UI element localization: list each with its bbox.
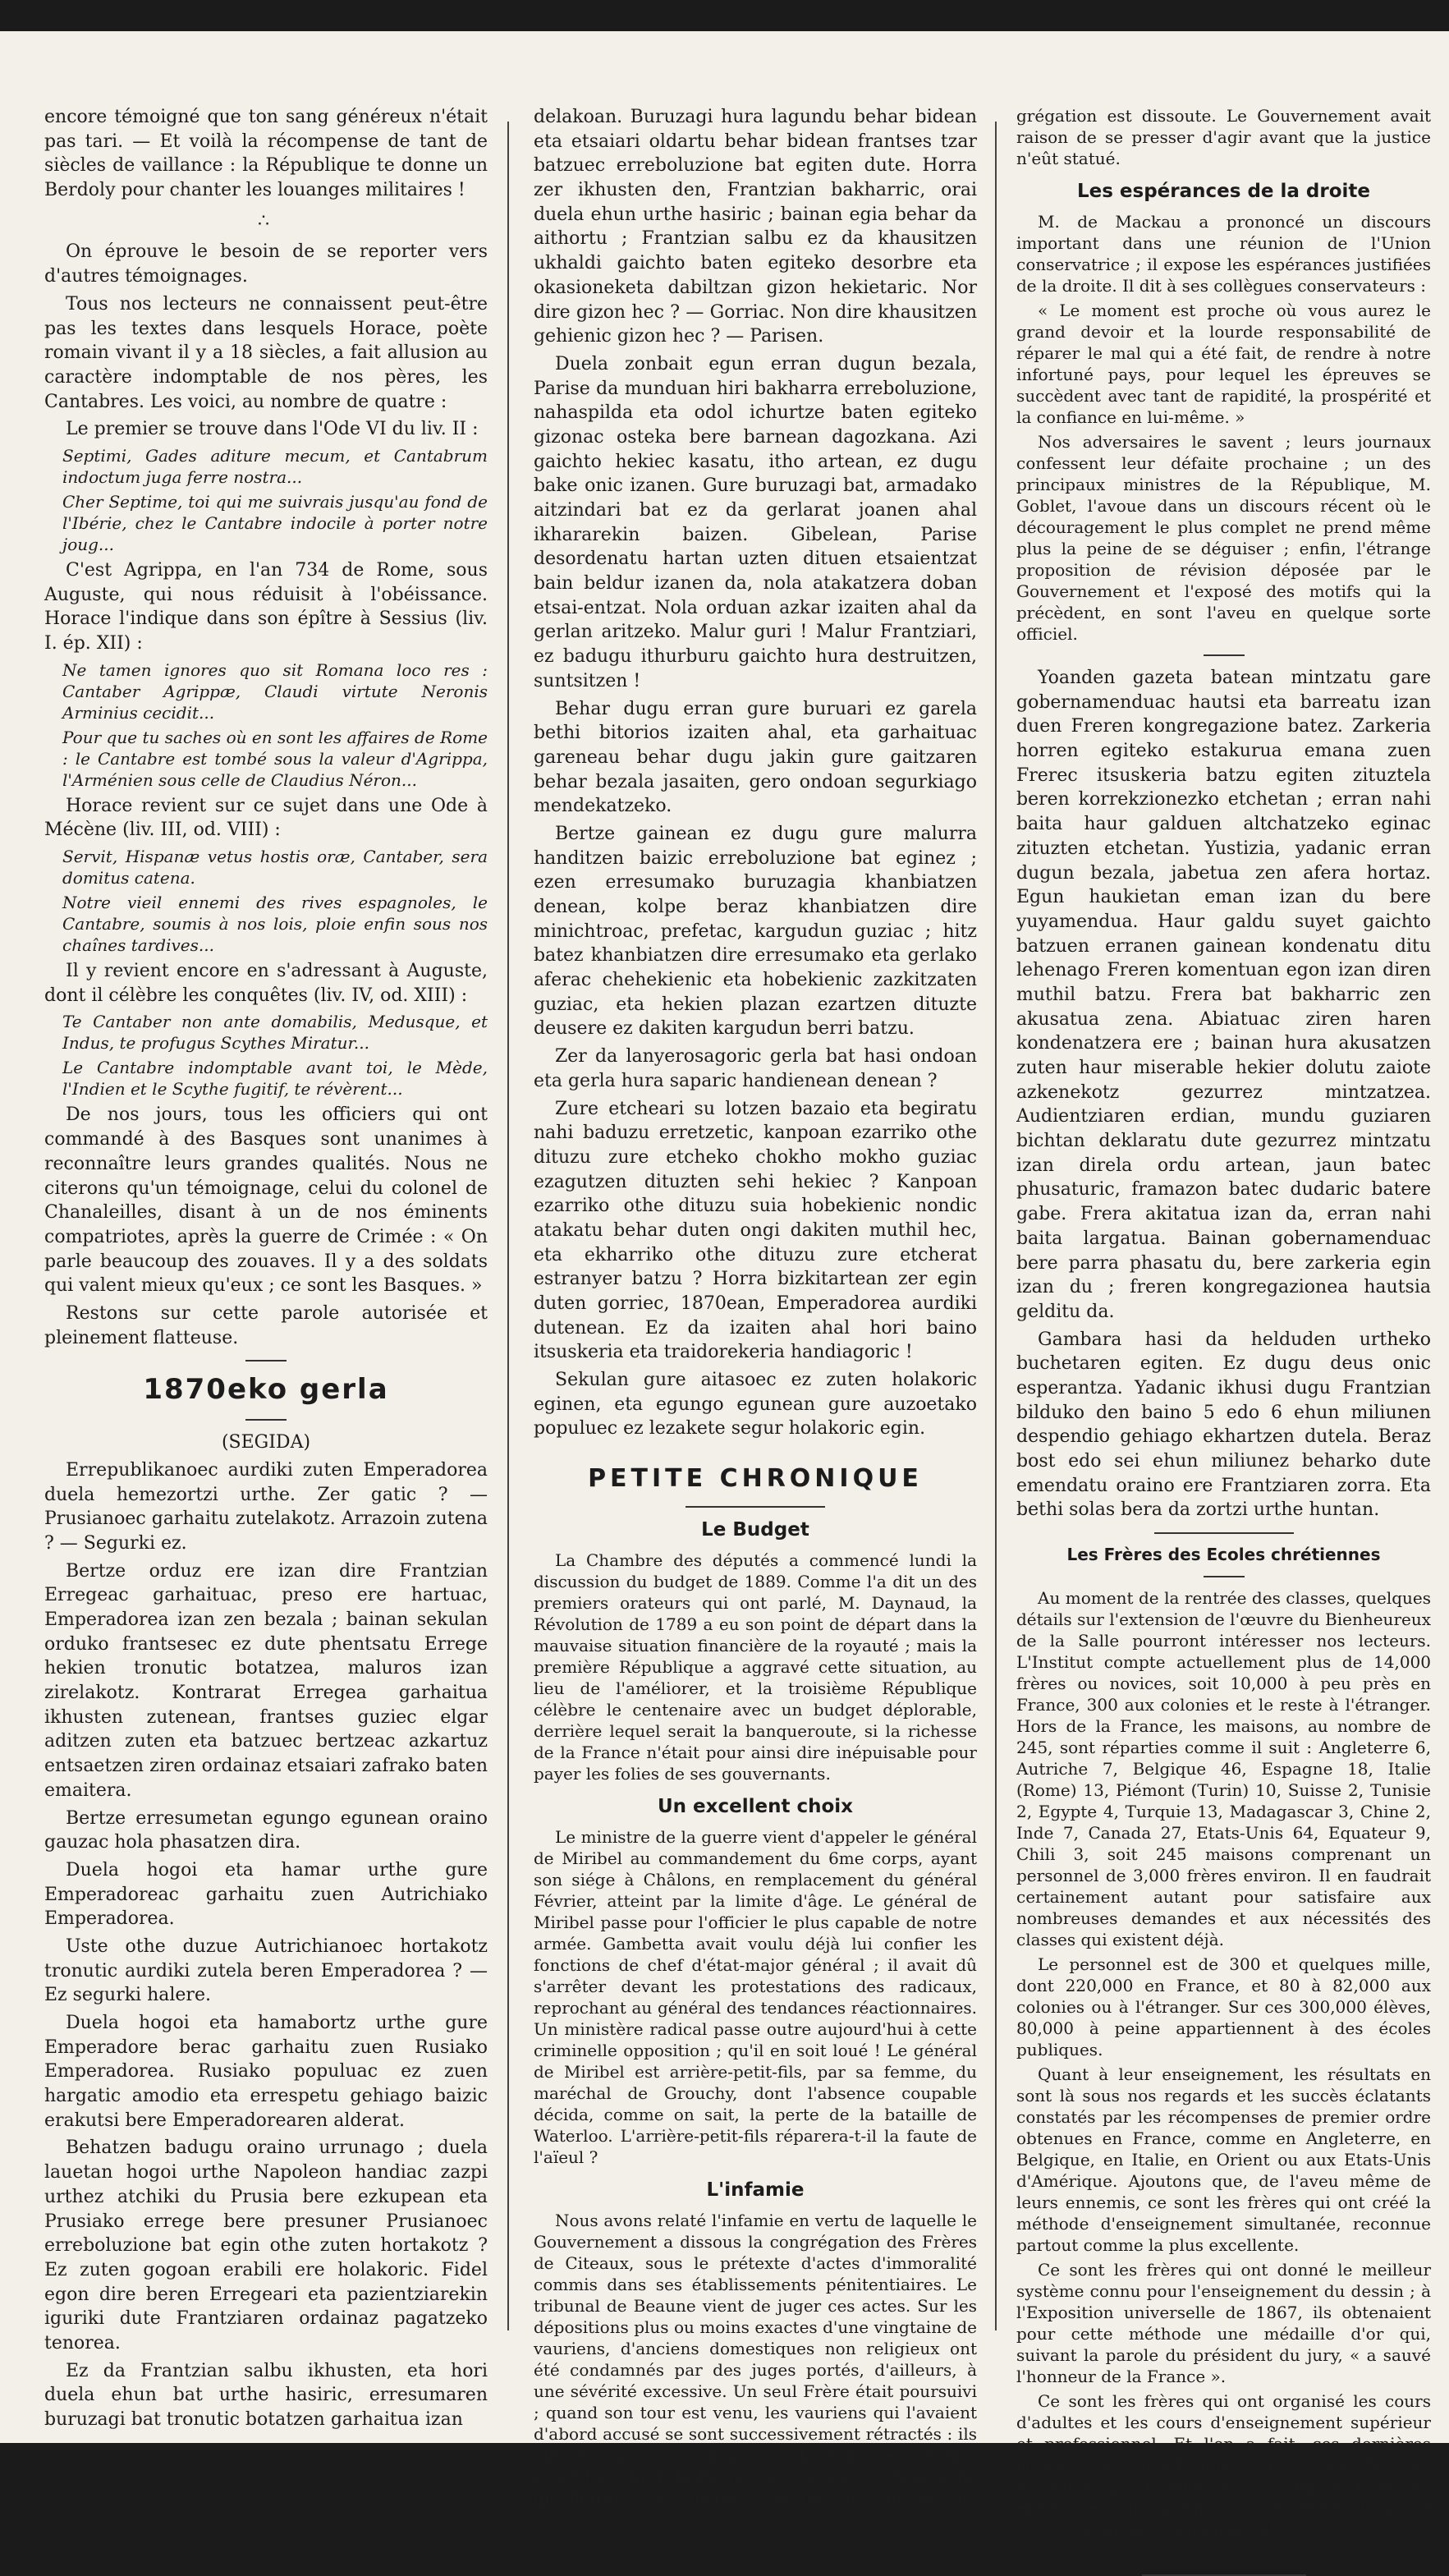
citation-translation: Le Cantabre indomptable avant toi, le Mède, l'Indien et le Scythe fugitif, te révèrent... [62,1058,488,1100]
article-paragraph: Bertze orduz ere izan dire Frantzian Erregeac garhaituac, preso ere hartuac, Emperadorea izan zen bezala ; bainan sekulan orduko frantsesec ez dute phentsatu Errege hekien tronutic botatzea, maluros izan zirelakotz. Kontrarat Erregea garhaitua ikhusten zutenean, frantses guziec elgar aditzen zuten eta batzuec bertzeac azkartuz entsaetzen ziren ordainaz etsaiari zafrako baten emaitera. [44,1560,488,1801]
article-paragraph: Zure etcheari su lotzen bazaio eta begiratu nahi baduzu erretzetic, kanpoan ezarriko othe dituzu zure etcheko chokho mokho guziac ezagutzen dituzten sehi hekiec ? Kanpoan ezarriko othe dituzu suia hobekienic nondic atakatu behar duten ongi dakiten muthil hec, eta ekharriko othe dituzu zure etcherat estranyer batzu ? Horra bizkitartean zer egin duten gorriec, 1870ean, Emperadorea aurdiki dutenean. Ez da izaiten ahal hori baino itsuskeria eta traidorekeria handiagoric ! [534,1098,977,1363]
section-rule [1204,1576,1245,1577]
citation-translation: Cher Septime, toi qui me suivrais jusqu'au fond de l'Ibérie, chez le Cantabre indocile à porter notre joug... [62,491,488,554]
article-paragraph: Uste othe duzue Autrichianoec hortakotz tronutic aurdiki zutela beren Emperadorea ? — Ez segurki halere. [44,1935,488,2006]
news-headline: Le Budget [701,1518,809,1541]
article-paragraph: Duela zonbait egun erran dugun bezala, Parise da munduan hiri bakharra erreboluzione, nahaspilda eta odol ichurtze baten egiteko gizonac osteka bere barnean dagozkana. Azi gaichto hekiec kasatu, itho artean, ez dugu bake onic izanen. Gure buruzagi bat, armadako aitzindari bat ez da gerlarat joanen ahal ikhararekin baizen. Gibelean, Parise desordenatu hartan uzten dituen etsaientzat bain beldur izanen da, nola atakatzera doban etsai-entzat. Nola orduan azkar izaiten ahal da gerlan aritzeko. Malur guri ! Malur Frantziari, ez badugu ithurburu gaichto hura destruitzen, suntsitzen ! [534,353,977,691]
news-paragraph: Le personnel est de 300 et quelques mille, dont 220,000 en France, et 80 à 82,000 aux colonies ou à l'étranger. Sur ces 300,000 élèves, 80,000 à peine appartiennent à des écoles publiques. [1016,1954,1431,2060]
news-paragraph: Nos adversaires le savent ; leurs journaux confessent leur défaite prochaine ; un des principaux ministres de la République, M. Goblet, l'avoue dans un discours récent où le découragement le plus complet ne prend même plus la peine de se déguiser ; enfin, l'étrange proposition de révision déposée par le Gouvernement et l'exposé des motifs qui la précèdent, en sont l'aveu en quelque sorte officiel. [1016,432,1431,645]
article-paragraph: Behatzen badugu oraino urrunago ; duela lauetan hogoi urthe Napoleon handiac zazpi urthez atchiki du Prusia bere ezkupean eta Prusiako erregе bere presuner Prusianoec erreboluzione bat egin othe zuten hortakotz ? Ez zuten gogoan erabili ere holakoric. Fidel egon dire beren Erregeari eta pazientziarekin iguriki dute Frantziaren ordainaz pagatzeko tenorea. [44,2137,488,2353]
article-paragraph: Yoanden gazeta batean mintzatu gare gobernamenduac hautsi eta barreatu izan duen Freren kongregazione batez. Zarkeria horren egiteko estakurua emana zuen Frerec itsuskeria batzu egiten zituztela beren korrekzionezko etchetan ; erran nahi baita haur galduen altchatzeko eginac zituzten etchetan. Yustizia, yadanic erran dugun bezala, jabetua zen afera hortaz. Egun haukietan eman izan du bere yuyamendua. Haur galdu suyet gaichto batzuen erranen gainean kondenatu ditu lehenago Freren komentuan egon izan diren muthil batzu. Frera bat bakharric zen akusatua zena. Abiatuac ziren haren kondenatzera ere ; bainan hura akusatzen zuten haur miserable hekier dolutu zaiote azkenekotz gezurrez mintzatzea. Audientziaren erdian, mundu guziaren bichtan deklaratu dute gezurrez mintzatu izan direla ordu artean, jaun batec phusaturic, framazon batec dudaric batere gabe. Frera akitatua izan da, erran nahi baita largatua. Bainan gobernamenduac bere parra phasatu du, bere zarkeria egin izan du ; freren kongregazionea hautsia gelditu da. [1016,668,1431,1322]
news-headline: Un excellent choix [658,1795,853,1817]
citation-translation: Pour que tu saches où en sont les affaires de Rome : le Cantabre est tombé sous la valeur d'Agrippa, l'Arménien sous celle de Claudius Néron... [62,727,488,790]
news-paragraph: Ce sont les frères qui ont organisé les cours d'adultes et les cours d'enseignement supérieur et professionnel. Et l'on a fait, ces dernières années, le calcul que, sur 2,042 bourses accordées par la ville de Paris depuis 1848, les élèves des ignorantins en ont obtenu 1,547 et leurs concurrents seulement 495. [1016,2391,1431,2540]
news-paragraph: M. de Mackau a prononcé un discours important dans une réunion de l'Union conservatrice ; il expose les espérances justifiées de la droite. Il dit à ses collègues conservateurs : [1016,212,1431,296]
latin-citation: Servit, Hispanæ vetus hostis oræ, Cantaber, sera domitus catena. [62,847,488,889]
article-paragraph: Zer da lanyerosagoric gerla bat hasi ondoan eta gerla hura saparic handienean denean ? [534,1046,977,1091]
column-rule [507,122,509,2330]
news-paragraph: La Chambre des députés a commencé lundi la discussion du budget de 1889. Comme l'a dit un des premiers orateurs qui ont parlé, M. Daynaud, la Révolution de 1789 a eu son point de départ dans la mauvaise situation financière de la royauté ; mais la première République a aggravé cette situation, au lieu de l'améliorer, et la troisième République célèbre le centenaire avec un budget déplorable, derrière lequel serait la banqueroute, si la richesse de la France n'était pour ainsi dire inépuisable pour payer les folies de ses gouvernants. [534,1550,977,1784]
section-rule [686,1506,825,1508]
article-paragraph: encore témoigné que ton sang généreux n'était pas tari. — Et voilà la récompense de tant de siècles de vaillance : la République te donne un Berdoly pour chanter les louanges militaires ! [44,107,488,201]
article-paragraph: Le premier se trouve dans l'Ode VI du liv. II : [66,419,479,440]
newspaper-page [0,31,1449,2565]
article-paragraph: Gambara hasi da helduden urtheko buchetaren egiten. Ez dugu deus onic esperantza. Yadanic ikhusi dugu Frantzian bilduko den baino 5 edo 6 ehun miliunen despendio gehiago ekhartzen dutela. Beraz bost edo sei ehun miliunez beharko dute emendatu oraino ere Frantziaren zorra. Eta bethi solas bera da zortzi urthe huntan. [1016,1329,1431,1521]
article-paragraph: delakoan. Buruzagi hura lagundu behar bidean eta etsaiari oldartu behar bidean frantses tzar batzuec erreboluzione bat egiten dute. Horra zer ikhusten den, Frantzian bakharric, orai duela ehun urthe hasiric ; bainan egia behar da aithortu ; Frantzian salbu ez da khausitzen ukhaldi gaichto baten egiteko desorbre eta okasioneketa dabiltzan gizon hekietaric. Nor dire gizon hec ? — Gorriac. Non dire khausitzen gehienic gizon hec ? — Parisen. [534,107,977,347]
article-paragraph: Duela hogoi eta hamabortz urthe gure Emperadore berac garhaitu zuen Rusiako Emperadorea. Rusiako populuac ez zuen hargatic amodio eta errespetu gehiago baizic erakutsi bere Emperadorearen alderat. [44,2013,488,2131]
section-rule [245,1360,287,1361]
latin-citation: Ne tamen ignores quo sit Romana loco res : Cantaber Agrippæ, Claudi virtute Neronis Arminius cecidit... [62,659,488,723]
news-paragraph: Ce sont les frères qui ont donné le meilleur système connu pour l'enseignement du dessin ; à l'Exposition universelle de 1867, ils obtenaient pour cette méthode une médaille d'or qui, suivant la parole du président du jury, « a sauvé l'honneur de la France ». [1016,2260,1431,2387]
news-paragraph: Nous avons relaté l'infamie en vertu de laquelle le Gouvernement a dissous la congrégation des Frères de Citeaux, sous le prétexte d'actes d'immoralité commis dans ses établissements pénitentiaires. Le tribunal de Beaune vient de juger ces actes. Sur les dépositions plus ou moins exactes d'une vingtaine de vauriens, d'anciens domestiques non religieux ont été condamnés par des juges portés, d'ailleurs, à une sévérité excessive. Un seul Frère était poursuivi ; quand son tour est venu, les vauriens qui l'avaient d'abord accusé se sont successivement rétractés : ils ont déclaré avoir agi sous l'action de certains individus ; bref, le Frère a été acquitté. N'empêche que la franc-maçonnerie a exécuté son coup : la con- [534,2210,977,2508]
column-left [44,105,488,2431]
article-paragraph: Errepublikanoec aurdiki zuten Emperadorea duela hemezortzi urthe. Zer gatic ? — Prusianoec garhaitu zutelakotz. Arrazoin zutena ? — Segurki ez. [44,1459,488,1554]
article-paragraph: Restons sur cette parole autorisée et pleinement flatteuse. [44,1302,488,1348]
section-rule [1204,654,1245,656]
article-paragraph: Horace revient sur ce sujet dans une Ode à Mécène (liv. III, od. VIII) : [44,795,488,841]
section-rule [1154,1532,1294,1534]
article-paragraph: Duela hogoi eta hamar urthe gure Emperadoreac garhaitu zuen Autrichiako Emperadorea. [44,1859,488,1930]
article-paragraph: De nos jours, tous les officiers qui ont commandé à des Basques sont unanimes à reconnaître leurs grandes qualités. Nous ne citerons qu'un témoignage, celui du colonel de Chanaleilles, disant à un de nos éminents compatriotes, après la guerre de Crimée : « On parle beaucoup des zouaves. Il y a des soldats qui valent mieux qu'eux ; ce sont les Basques. » [44,1104,488,1297]
article-paragraph: On éprouve le besoin de se reporter vers d'autres témoignages. [44,241,488,287]
news-paragraph: « Le moment est proche où vous aurez le grand devoir et la lourde responsabilité de réparer le mal qui a été fait, de rendre à notre infortuné pays, pour lequel les épreuves se succèdent avec tant de rapidité, la prospérité et la confiance en lui-même. » [1016,301,1431,428]
news-paragraph: Quant à leur enseignement, les résultats en sont là sous nos regards et les succès éclatants constatés par les récompenses de premier ordre obtenues en France, comme en Angleterre, en Belgique, en Italie, en Orient ou aux Etats-Unis d'Amérique. Ajoutons que, de l'aveu même de leurs ennemis, ce sont les frères qui ont créé la méthode d'enseignement simultanée, reconnue partout comme la plus excellente. [1016,2064,1431,2256]
latin-citation: Septimi, Gades aditure mecum, et Cantabrum indoctum juga ferre nostra... [62,445,488,487]
news-headline: Les Frères des Ecoles chrétiennes [1066,1545,1381,1565]
article-title: 1870eko gerla [143,1373,389,1407]
latin-citation: Te Cantaber non ante domabilis, Medusque, et Indus, te profugus Scythes Miratur... [62,1012,488,1054]
article-paragraph: C'est Agrippa, en l'an 734 de Rome, sous Auguste, qui nous réduisit à l'obéissance. Horace l'indique dans son épître à Sessius (liv. I. ép. XII) : [44,559,488,654]
section-separator: ∴ [258,210,274,232]
article-paragraph: Ez da Frantzian salbu ikhusten, eta hori duela ehun bat urthe hasiric, erresumaren buruzagi bat tronutic botatzen garhaitua izan [44,2360,488,2431]
article-paragraph: Il y revient encore en s'adressant à Auguste, dont il célèbre les conquêtes (liv. IV, od. XIII) : [44,961,488,1006]
article-paragraph: Sekulan gure aitasoec ez zuten holakoric eginen, eta egungo egunean gure auzoetako populuec ez lezakete segur holakoric egin. [534,1370,977,1440]
news-paragraph: grégation est dissoute. Le Gouvernement avait raison de se presser d'agir avant que la justice n'eût statué. [1016,106,1431,168]
column-middle [534,105,977,2508]
column-right [1016,105,1431,2565]
section-rule [245,1419,287,1421]
news-headline: L'infamie [706,2179,805,2201]
citation-translation: Notre vieil ennemi des rives espagnoles, le Cantabre, soumis à nos lois, ploie enfin sous nos chaînes tardives... [62,893,488,956]
article-subtitle: (SEGIDA) [221,1432,311,1453]
news-paragraph: Au moment de la rentrée des classes, quelques détails sur l'extension de l'œuvre du Bienheureux de la Salle pourront intéresser nos lecteurs. L'Institut compte actuellement plus de 14,000 frères ou novices, soit 10,000 à peu près en France, 300 aux colonies et le reste à l'étranger. Hors de la France, les maisons, au nombre de 245, sont réparties comme il suit : Angleterre 6, Autriche 7, Belgique 46, Espagne 18, Italie (Rome) 13, Piémont (Turin) 10, Suisse 2, Tunisie 2, Egypte 4, Turquie 13, Madagascar 3, Chine 2, Inde 7, Canada 27, Etats-Unis 64, Equateur 9, Chili 3, soit 245 maisons comprenant un personnel de 3,000 frères environ. Il en faudrait certainement autant pour satisfaire aux nombreuses demandes et aux nécessités des classes qui existent déjà. [1016,1588,1431,1950]
article-paragraph: Bertze gainean ez dugu gure malurra handitzen baizic erreboluzione bat eginez ; ezen erresumako buruzagia khanbiatzen denean, kolpe beraz khanbiatzen dire minichtroac, prefetac, kargudun guziac ; hitz batez khanbiatzen dire erresumako eta gerlako aferac chehekienic eta hobekienic zazkitzaten guziac, eta hekien plazan ezartzen dituzte deusere ez dakiten kargudun berri batzu. [534,823,977,1040]
news-paragraph: Le ministre de la guerre vient d'appeler le général de Miribel au commandement du 6me corps, ayant son siége à Châlons, en remplacement du général Février, atteint par la limite d'âge. Le général de Miribel passe pour l'officier le plus capable de notre armée. Gambetta avait voulu déjà lui confier les fonctions de chef d'état-major général ; il avait dû s'arrêter devant les protestations des radicaux, reprochant au général des tendances réactionnaires. Un ministère radical passe outre aujourd'hui à cette criminelle opposition ; qu'il en soit loué ! Le général de Miribel est arrière-petit-fils, par sa femme, du maréchal de Grouchy, dont l'absence coupable décida, comme on sait, la perte de la bataille de Waterloo. L'arrière-petit-fils réparera-t-il la faute de l'aïeul ? [534,1826,977,2167]
column-rule [995,122,997,2330]
article-paragraph: Behar dugu erran gure buruari ez garela bethi bitorios izaiten ahal, eta garhaituac gareneau behar dugu jakin gure gaitzaren behar bezala jasaiten, gero ondoan segurkiago mendekatzeko. [534,698,977,817]
article-paragraph: Bertze erresumetan egungo egunean oraino gauzac hola phasatzen dira. [44,1807,488,1853]
chronicle-heading: PETITE CHRONIQUE [588,1464,923,1494]
source-signature: (Univers.) [1347,2544,1431,2565]
news-headline: Les espérances de la droite [1076,181,1371,202]
article-paragraph: Tous nos lecteurs ne connaissent peut-être pas les textes dans lesquels Horace, poète romain vivant il y a 18 siècles, a fait allusion au caractère indomptable de nos pères, les Cantabres. Les voici, au nombre de quatre : [44,293,488,412]
